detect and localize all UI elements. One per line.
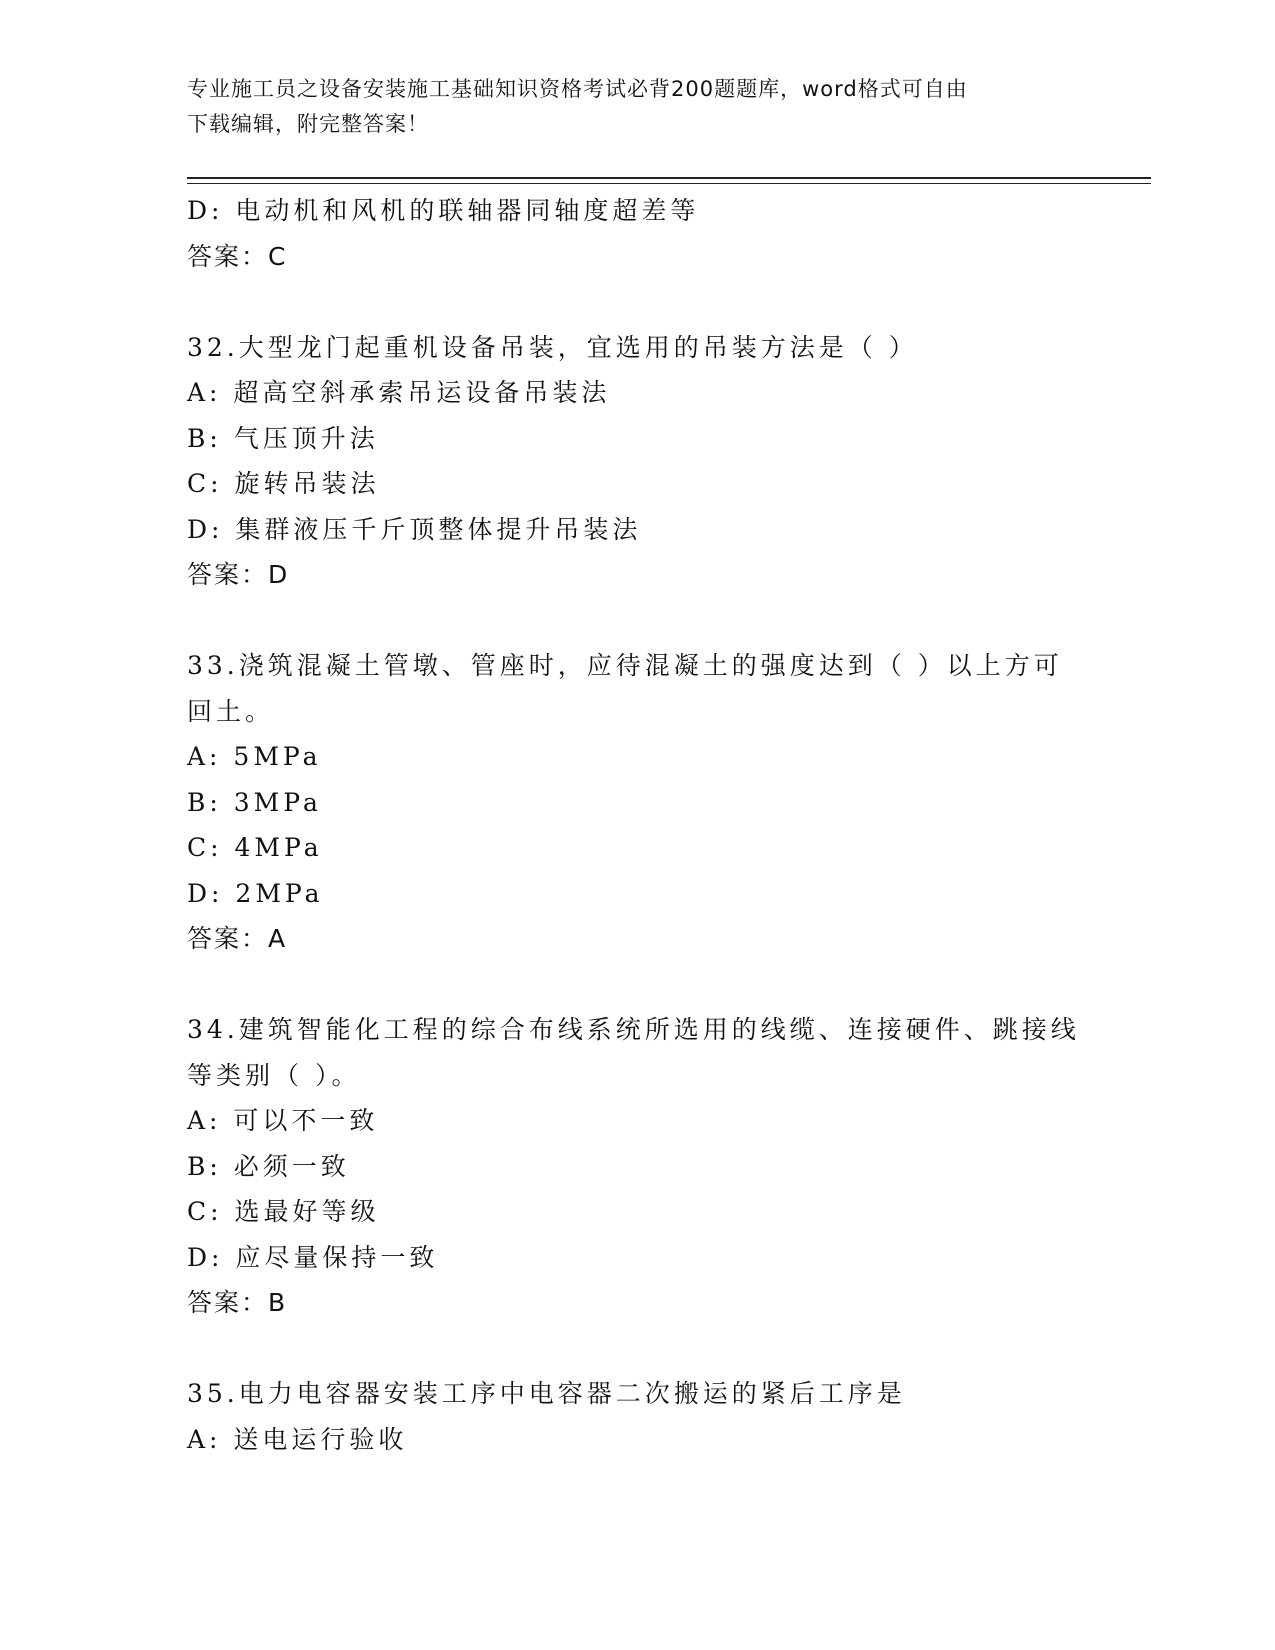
spacer bbox=[187, 962, 1087, 1008]
question-block bbox=[187, 643, 1087, 962]
question-stem: 34.建筑智能化工程的综合布线系统所选用的线缆、连接硬件、跳接线 bbox=[187, 1015, 1080, 1044]
document-header bbox=[187, 72, 1087, 142]
option-d: D: 2MPa bbox=[187, 878, 324, 908]
option-b: B: 3MPa bbox=[187, 787, 322, 817]
answer-line: 答案：A bbox=[187, 924, 288, 953]
answer-line: 答案：D bbox=[187, 560, 290, 589]
option-d: D: 应尽量保持一致 bbox=[187, 1242, 439, 1272]
option-a: A: 超高空斜承索吊运设备吊装法 bbox=[187, 378, 611, 407]
spacer bbox=[187, 598, 1087, 644]
option-d: D: 电动机和风机的联轴器同轴度超差等 bbox=[187, 196, 700, 225]
question-list bbox=[187, 188, 1087, 1462]
option-c: C: 旋转吊装法 bbox=[187, 469, 380, 498]
answer-line: 答案：B bbox=[187, 1288, 288, 1317]
spacer bbox=[187, 279, 1087, 325]
question-block bbox=[187, 1371, 1087, 1462]
question-stem: 33.浇筑混凝土管墩、管座时，应待混凝土的强度达到（ ）以上方可 bbox=[187, 651, 1063, 680]
question-stem-continued: 等类别（ ）。 bbox=[187, 1060, 361, 1090]
option-a: A: 5MPa bbox=[187, 742, 322, 771]
header-line-1: 专业施工员之设备安装施工基础知识资格考试必背200题题库，word格式可自由 bbox=[187, 77, 968, 101]
option-a: A: 可以不一致 bbox=[187, 1106, 379, 1135]
option-c: C: 选最好等级 bbox=[187, 1197, 380, 1226]
option-a: A: 送电运行验收 bbox=[187, 1424, 408, 1454]
question-block bbox=[187, 325, 1087, 598]
header-divider-thin bbox=[187, 183, 1151, 184]
question-stem-continued: 回土。 bbox=[187, 696, 275, 726]
question-stem: 35.电力电容器安装工序中电容器二次搬运的紧后工序是 bbox=[187, 1379, 906, 1408]
question-stem: 32.大型龙门起重机设备吊装，宜选用的吊装方法是（ ） bbox=[187, 332, 918, 362]
header-divider-thick bbox=[187, 177, 1151, 179]
question-block bbox=[187, 1007, 1087, 1326]
spacer bbox=[187, 1326, 1087, 1372]
option-d: D: 集群液压千斤顶整体提升吊装法 bbox=[187, 514, 642, 544]
option-b: B: 气压顶升法 bbox=[187, 423, 379, 453]
answer-line: 答案：C bbox=[187, 241, 288, 271]
option-c: C: 4MPa bbox=[187, 833, 323, 862]
option-b: B: 必须一致 bbox=[187, 1151, 350, 1181]
header-line-2: 下载编辑，附完整答案！ bbox=[187, 112, 429, 136]
